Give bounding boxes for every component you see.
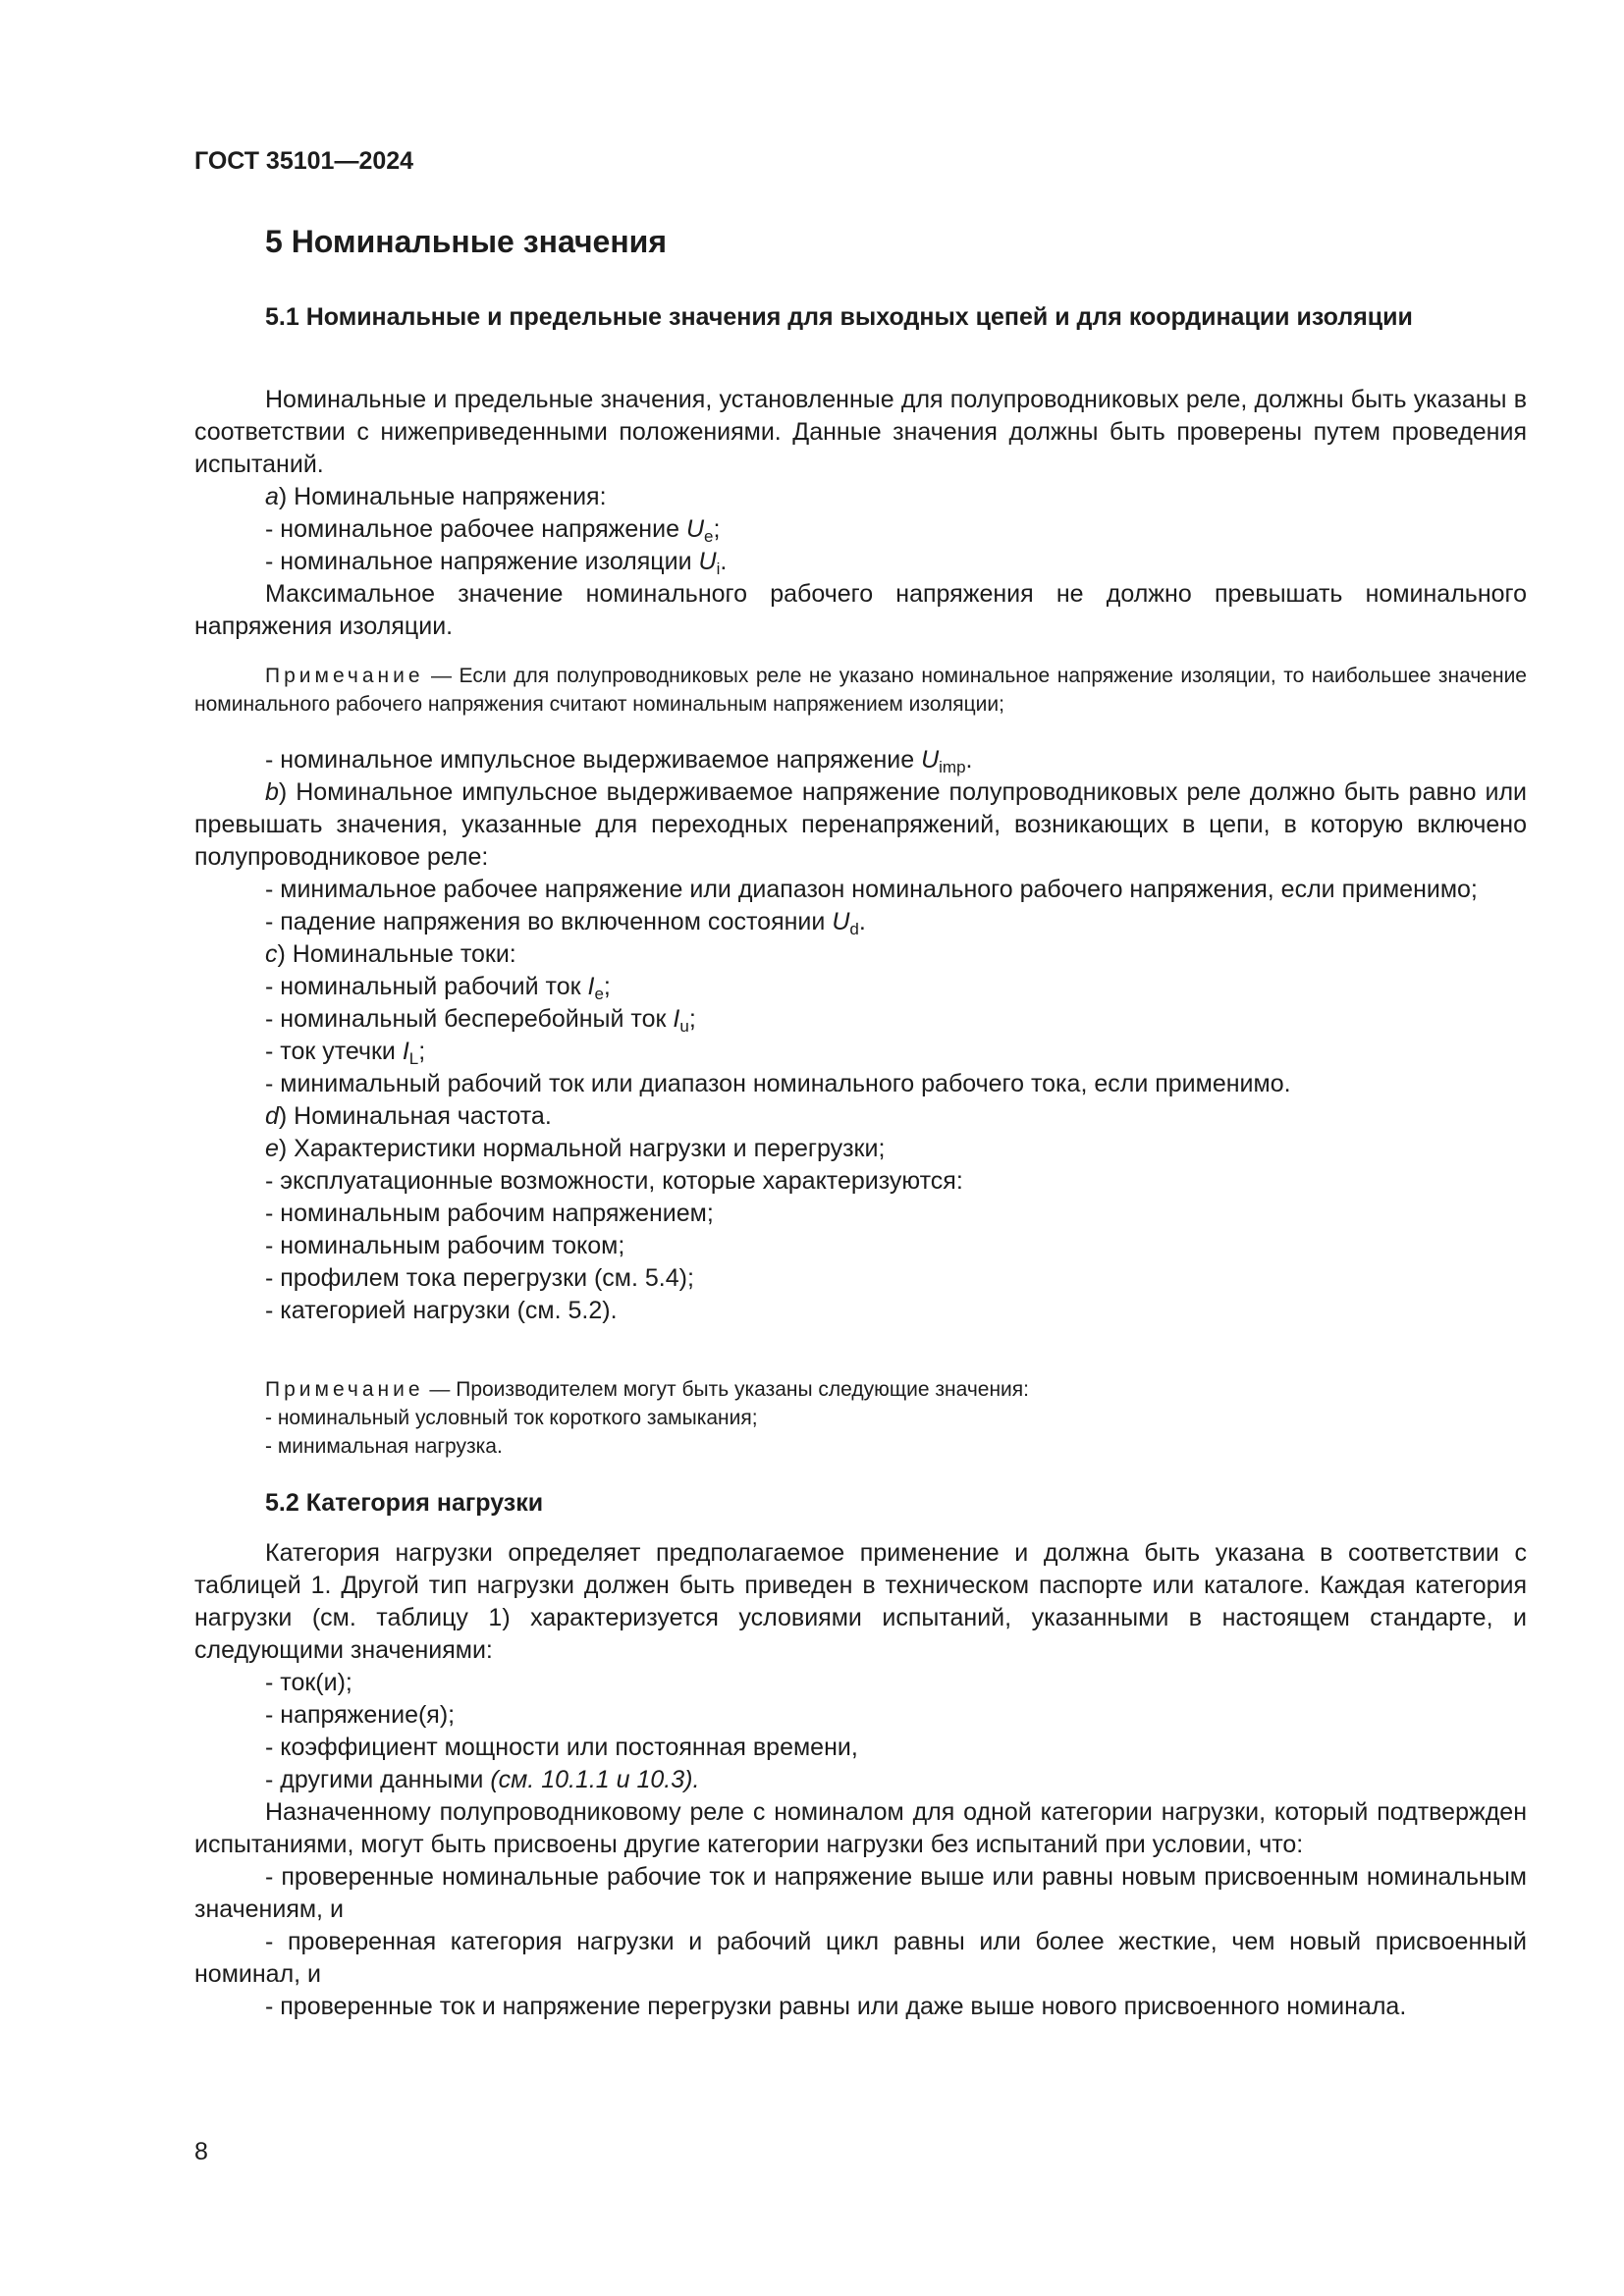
item-c3: [194, 1036, 1527, 1068]
subsection-5-1-title: 5.1 Номинальные и предельные значения для выходных цепей и для координации изоляции: [265, 303, 1413, 331]
note-2: [194, 1375, 1527, 1461]
item-c2: [194, 1003, 1527, 1036]
condition-3: - проверенные ток и напряжение перегрузки равны или даже выше нового присвоенного номинала.: [265, 1993, 1407, 2020]
item-e-text: ) Характеристики нормальной нагрузки и перегрузки;: [278, 1135, 886, 1162]
item-e-list-item: - профилем тока перегрузки (см. 5.4);: [265, 1264, 694, 1292]
symbol-uimp: U: [921, 746, 940, 774]
page-number: 8: [194, 2138, 208, 2165]
load-list-item: - ток(и);: [265, 1669, 352, 1696]
item-a2-text: - номинальное напряжение изоляции: [265, 548, 699, 575]
standard-header: ГОСТ 35101—2024: [194, 147, 414, 175]
item-uimp-text: - номинальное импульсное выдерживаемое напряжение: [265, 746, 922, 774]
section-5-2-body: [194, 1537, 1527, 2023]
item-c1: [194, 971, 1527, 1003]
symbol-ie-sub: e: [594, 985, 604, 1003]
symbol-ud-sub: d: [849, 920, 859, 938]
item-b2: [194, 906, 1527, 938]
symbol-ui: U: [698, 548, 717, 575]
item-e-list-item: - эксплуатационные возможности, которые характеризуются:: [265, 1167, 963, 1195]
item-a1-text: - номинальное рабочее напряжение: [265, 515, 686, 543]
item-e-list-item: - номинальным рабочим напряжением;: [265, 1200, 714, 1227]
item-e: [194, 1133, 1527, 1165]
item-a-text: ) Номинальные напряжения:: [278, 483, 607, 510]
item-b1: - минимальное рабочее напряжение или диапазон номинального рабочего напряжения, если применимо;: [265, 876, 1478, 903]
item-c-letter: c: [265, 940, 278, 968]
item-b2-text: - падение напряжения во включенном состоянии: [265, 908, 833, 935]
item-a2: [194, 546, 1527, 578]
item-d-letter: d: [265, 1102, 279, 1130]
symbol-ie: I: [587, 973, 595, 1000]
symbol-il-sub: L: [408, 1049, 419, 1068]
note-2-label: Примечание: [265, 1378, 424, 1401]
symbol-ue: U: [685, 515, 704, 543]
condition-2: - проверенная категория нагрузки и рабочий цикл равны или более жесткие, чем новый присвоенный номинал, и: [194, 1928, 1527, 1988]
symbol-iu: I: [673, 1005, 680, 1033]
item-e-list-item: - категорией нагрузки (см. 5.2).: [265, 1297, 618, 1324]
item-a1: [194, 513, 1527, 546]
item-b: [194, 776, 1527, 874]
load-list-item-last: [194, 1764, 1527, 1796]
item-d: [194, 1100, 1527, 1133]
item-c1-end: ;: [603, 973, 611, 1000]
item-c3-end: ;: [418, 1038, 426, 1065]
item-b-letter: b: [265, 778, 279, 806]
item-c2-end: ;: [688, 1005, 696, 1033]
note-1-text: — Если для полупроводниковых реле не указано номинальное напряжение изоляции, то наибольшее значение номинального рабочего напряжения считают номинальным напряжением изоляции;: [194, 665, 1527, 716]
item-a2-end: .: [720, 548, 728, 575]
section-5-1-body: [194, 384, 1527, 643]
item-c2-text: - номинальный бесперебойный ток: [265, 1005, 674, 1033]
item-a-letter: a: [265, 483, 279, 510]
cross-reference: (см. 10.1.1 и 10.3).: [490, 1766, 700, 1793]
subsection-5-2-title: 5.2 Категория нагрузки: [265, 1489, 544, 1517]
symbol-ui-sub: i: [716, 560, 721, 578]
symbol-il: I: [402, 1038, 409, 1065]
load-list-item-last-text: - другими данными: [265, 1766, 491, 1793]
max-voltage-paragraph: Максимальное значение номинального рабочего напряжения не должно превышать номинального напряжения изоляции.: [194, 580, 1527, 640]
note-1: [194, 662, 1527, 719]
item-c3-text: - ток утечки: [265, 1038, 403, 1065]
item-c1-text: - номинальный рабочий ток: [265, 973, 588, 1000]
load-category-paragraph: Категория нагрузки определяет предполагаемое применение и должна быть указана в соответствии с таблицей 1. Другой тип нагрузки должен быть приведен в техническом паспорте или каталоге. Каждая категория нагрузки (см. таблицу 1) характеризуется условиями испытаний, указанными в настоящем стандарте, и следующими значениями:: [194, 1539, 1527, 1664]
load-list-item: - напряжение(я);: [265, 1701, 456, 1729]
item-e-list-item: - номинальным рабочим током;: [265, 1232, 625, 1259]
condition-1: - проверенные номинальные рабочие ток и напряжение выше или равны новым присвоенным номинальным значениям, и: [194, 1863, 1527, 1923]
note-1-label: Примечание: [265, 665, 424, 687]
item-a: [194, 481, 1527, 513]
item-c: [194, 938, 1527, 971]
section-5-1-body-cont: [194, 744, 1527, 1327]
item-e-letter: e: [265, 1135, 279, 1162]
item-d-text: ) Номинальная частота.: [278, 1102, 552, 1130]
section-5-title: 5 Номинальные значения: [265, 224, 668, 259]
item-b2-end: .: [858, 908, 866, 935]
note-2-item: - минимальная нагрузка.: [265, 1435, 503, 1458]
note-2-item: - номинальный условный ток короткого замыкания;: [265, 1407, 758, 1429]
item-a1-end: ;: [713, 515, 721, 543]
symbol-iu-sub: u: [679, 1017, 689, 1036]
intro-paragraph: Номинальные и предельные значения, установленные для полупроводниковых реле, должны быть указаны в соответствии с нижеприведенными положениями. Данные значения должны быть проверены путем проведения испытаний.: [194, 386, 1527, 478]
load-list-item: - коэффициент мощности или постоянная времени,: [265, 1734, 858, 1761]
item-b-text: ) Номинальное импульсное выдерживаемое напряжение полупроводниковых реле должно быть равно или превышать значения, указанные для переходных перенапряжений, возникающих в цепи, в которую включено полупроводниковое реле:: [194, 778, 1527, 871]
symbol-uimp-sub: imp: [939, 758, 966, 776]
item-uimp: [194, 744, 1527, 776]
item-c4: - минимальный рабочий ток или диапазон номинального рабочего тока, если применимо.: [265, 1070, 1291, 1097]
symbol-ue-sub: e: [704, 527, 714, 546]
assignment-paragraph: Назначенному полупроводниковому реле с номиналом для одной категории нагрузки, который подтвержден испытаниями, могут быть присвоены другие категории нагрузки без испытаний при условии, что:: [194, 1798, 1527, 1858]
item-uimp-end: .: [965, 746, 973, 774]
note-2-text: — Производителем могут быть указаны следующие значения:: [423, 1378, 1029, 1401]
symbol-ud: U: [832, 908, 850, 935]
item-c-text: ) Номинальные токи:: [277, 940, 516, 968]
